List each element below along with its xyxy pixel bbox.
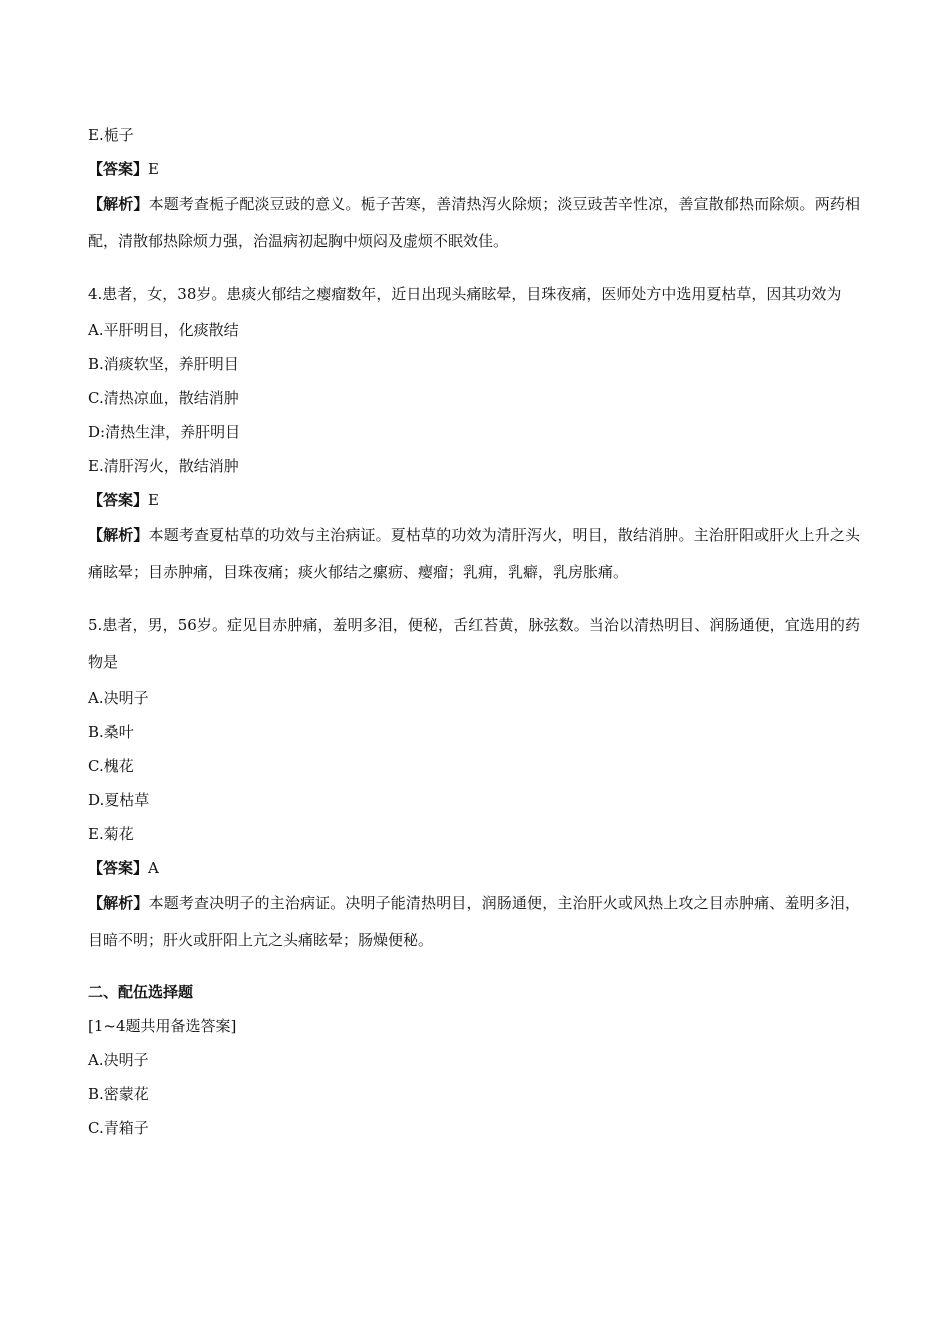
q5-option-c: C.槐花 [88,757,134,775]
q4-analysis [88,517,860,591]
answer-tag: 【答案】 [88,160,149,178]
analysis-text: 本题考查决明子的主治病证。决明子能清热明目，润肠通便，主治肝火或风热上攻之目赤肿痛、羞明多泪，目暗不明；肝火或肝阳上亢之头痛眩晕；肠燥便秘。 [88,894,860,949]
answer-value: A [148,859,159,877]
analysis-tag: 【解析】 [88,526,149,544]
q4-option-e: E.清肝泻火，散结消肿 [88,457,239,475]
section2-option-a: A.决明子 [88,1051,149,1069]
analysis-tag: 【解析】 [88,894,149,912]
answer-value: E [148,491,159,509]
q5-option-d: D.夏枯草 [88,791,150,809]
q4-option-a: A.平肝明目，化痰散结 [88,321,239,339]
shared-options-note: [1~4题共用备选答案] [88,1017,237,1035]
analysis-text: 本题考查夏枯草的功效与主治病证。夏枯草的功效为清肝泻火，明目，散结消肿。主治肝阳或肝火上升之头痛眩晕；目赤肿痛，目珠夜痛；痰火郁结之瘰疬、瘿瘤；乳痈，乳癖，乳房胀痛。 [88,526,860,581]
analysis-text: 本题考查栀子配淡豆豉的意义。栀子苦寒，善清热泻火除烦；淡豆豉苦辛性凉，善宣散郁热而除烦。两药相配，清散郁热除烦力强，治温病初起胸中烦闷及虚烦不眠效佳。 [88,195,860,250]
document-page [88,118,860,1145]
q3-analysis [88,186,860,260]
q5-stem: 5.患者，男，56岁。症见目赤肿痛，羞明多泪，便秘，舌红苔黄，脉弦数。当治以清热明目、润肠通便，宜选用的药物是 [88,616,860,671]
q4-option-d: D:清热生津，养肝明目 [88,423,241,441]
answer-value: E [148,160,159,178]
q5-option-a: A.决明子 [88,689,149,707]
section2-option-c: C.青箱子 [88,1119,149,1137]
analysis-tag: 【解析】 [88,195,149,213]
q4-option-b: B.消痰软坚，养肝明目 [88,355,239,373]
q5-option-e: E.菊花 [88,825,134,843]
q3-answer [88,152,860,186]
q5-answer [88,851,860,885]
section2-option-b: B.密蒙花 [88,1085,149,1103]
q4-stem: 4.患者，女，38岁。患痰火郁结之瘿瘤数年，近日出现头痛眩晕，目珠夜痛，医师处方中选用夏枯草，因其功效为 [88,285,842,303]
section-title: 二、配伍选择题 [88,983,194,1001]
q4-option-c: C.清热凉血，散结消肿 [88,389,239,407]
q3-option-e: E.栀子 [88,126,134,144]
q5-analysis [88,885,860,959]
answer-tag: 【答案】 [88,859,149,877]
q4-answer [88,483,860,517]
answer-tag: 【答案】 [88,491,149,509]
q5-option-b: B.桑叶 [88,723,134,741]
